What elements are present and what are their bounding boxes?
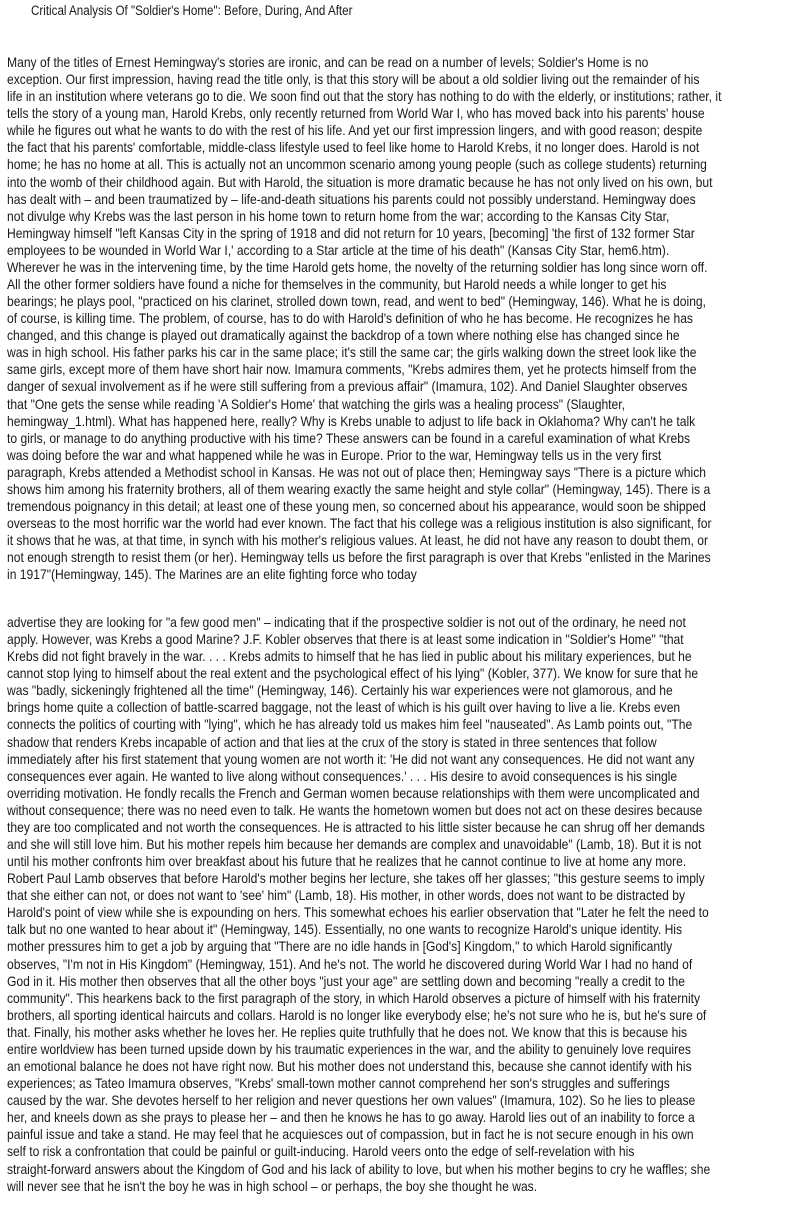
- text-line: advertise they are looking for "a few good men" – indicating that if the prospective soldier is not out of the ordinary, he need not: [7, 614, 686, 630]
- text-line: hemingway_1.html). What has happened here, really? Why is Krebs unable to adjust to life back in Oklahoma? Why can't he talk: [7, 412, 696, 429]
- text-line: Robert Paul Lamb observes that before Harold's mother begins her lecture, she takes off her glasses; "this gesture seems to imply: [7, 870, 705, 887]
- text-line: talk but no one wanted to hear about it" (Hemingway, 145). Essentially, no one wants to recognize Harold's unique identity. His: [7, 921, 683, 938]
- text-line: they are too complicated and not worth the consequences. He is attracted to his little sister because he can shrug off her demands: [7, 818, 705, 835]
- text-line: Wherever he was in the intervening time, by the time Harold gets home, the novelty of the returning soldier has long since worn off.: [7, 258, 708, 275]
- text-line: Many of the titles of Ernest Hemingway's stories are ironic, and can be read on a number of levels; Soldier's Home is no: [7, 54, 649, 70]
- text-line: overriding motivation. He fondly recalls the French and German women because relationships with them were uncomplicated and: [7, 784, 700, 801]
- text-line: experiences; as Tateo Imamura observes, "Krebs' small-town mother cannot comprehend her son's struggles and sufferings: [7, 1075, 670, 1092]
- text-line: apply. However, was Krebs a good Marine? J.F. Kobler observes that there is at least some indication in "Soldier's Home" "that: [7, 631, 684, 648]
- text-line: bearings; he plays pool, "practiced on his clarinet, strolled down town, read, and went to bed" (Hemingway, 146). What he is doing,: [7, 293, 707, 310]
- text-line: All the other former soldiers have found a niche for themselves in the community, but Harold needs a while longer to get his: [7, 276, 667, 293]
- text-line: cannot stop lying to himself about the real extent and the psychological effect of his lying" (Kobler, 377). We know for sure that he: [7, 665, 699, 682]
- text-line: consequences ever again. He wanted to live along without consequences.' . . . His desire to avoid consequences is his single: [7, 767, 678, 784]
- text-line: tells the story of a young man, Harold Krebs, only recently returned from World War I, who has moved back into his parents' house: [7, 105, 705, 122]
- text-line: and she will still love him. But his mother repels him because her demands are complex and unavoidable" (Lamb, 18). But it is not: [7, 836, 702, 853]
- text-line: brings home quite a collection of battle-scarred baggage, not the least of which is his guilt over having to live a lie. Krebs even: [7, 699, 681, 716]
- text-line: same girls, except more of them have short hair now. Imamura comments, "Krebs admires them, yet he protects himself from the: [7, 361, 697, 378]
- text-line: that "One gets the sense while reading 'A Soldier's Home' that watching the girls was a healing process" (Slaughter,: [7, 395, 626, 412]
- text-line: painful issue and take a stand. He may feel that he acquiesces out of compassion, but in fact he is not secure enough in his own: [7, 1126, 694, 1143]
- text-line: until his mother confronts him over breakfast about his future that he realizes that he cannot continue to live at home any more.: [7, 853, 687, 870]
- text-line: was in high school. His father parks his car in the same place; it's still the same car; the girls walking down the street look like the: [7, 344, 697, 361]
- text-line: self to risk a confrontation that could be painful or guilt-inducing. Harold veers onto the edge of self-revelation with his: [7, 1143, 635, 1160]
- text-line: God in it. His mother then observes that all the other boys "just your age" are settling down and becoming "really a credit to the: [7, 972, 685, 989]
- text-line: shadow that renders Krebs incapable of action and that lies at the crux of the story is stated in three sentences that follow: [7, 733, 657, 750]
- text-line: an emotional balance he does not have right now. But his mother does not understand this, because she cannot identify with his: [7, 1058, 692, 1075]
- text-line: the fact that his parents' comfortable, middle-class lifestyle used to feel like home to Harold Krebs, it no longer does. Harold is not: [7, 139, 700, 156]
- text-line: tremendous poignancy in this detail; at least one of these young men, so concerned about his appearance, would soon be shipped: [7, 498, 706, 515]
- text-line: Krebs did not fight bravely in the war. . . . Krebs admits to himself that he has lied in public about his military experiences, but he: [7, 648, 692, 665]
- text-line: mother pressures him to get a job by arguing that "There are no idle hands in [God's] Kingdom," to which Harold significantly: [7, 938, 673, 955]
- text-line: while he figures out what he wants to do with the rest of his life. And yet our first impression lingers, and with good reason; despite: [7, 122, 703, 139]
- text-line: Hemingway himself "left Kansas City in the spring of 1918 and did not return for 10 years, [becoming] 'the first of 132 former Star: [7, 224, 695, 241]
- text-line: that. Finally, his mother asks whether he loves her. He replies quite truthfully that he does not. We know that this is because his: [7, 1023, 688, 1040]
- text-line: not divulge why Krebs was the last person in his home town to return home from the war; according to the Kansas City Star,: [7, 207, 670, 224]
- text-line: immediately after his first statement that young women are not worth it: 'He did not want any consequences. He did not want any: [7, 750, 695, 767]
- paragraph-1: [7, 54, 797, 583]
- text-line: entire worldview has been turned upside down by his traumatic experiences in the war, and the ability to genuinely love requires: [7, 1040, 691, 1057]
- text-line: employees to be wounded in World War I,' according to a Star article at the time of his death" (Kansas City Star, hem6.htm).: [7, 241, 670, 258]
- text-line: was doing before the war and what happened while he was in Europe. Prior to the war, Hemingway tells us in the very first: [7, 446, 662, 463]
- text-line: it shows that he was, at that time, in synch with his mother's religious values. At least, he did not have any reason to doubt them, or: [7, 532, 709, 549]
- text-line: danger of sexual involvement as if he were still suffering from a previous affair" (Imamura, 102). And Daniel Slaughter observes: [7, 378, 688, 395]
- text-line: life in an institution where veterans go to die. We soon find out that the story has nothing to do with the elderly, or institutions; rather, it: [7, 88, 722, 105]
- text-line: to girls, or manage to do anything productive with his time? These answers can be found in a careful examination of what Krebs: [7, 429, 691, 446]
- text-line: home; he has no home at all. This is actually not an uncommon scenario among young people (such as college students) returning: [7, 156, 707, 173]
- text-line: caused by the war. She devotes herself to her religion and never questions her own values" (Imamura, 102). So he lies to please: [7, 1092, 696, 1109]
- paragraph-2: [7, 614, 797, 1195]
- text-line: into the womb of their childhood again. But with Harold, the situation is more dramatic because he has not only lived on his own, but: [7, 173, 713, 190]
- text-line: observes, "I'm not in His Kingdom" (Hemingway, 151). And he's not. The world he discovered during World War I had no hand of: [7, 955, 693, 972]
- text-line: has dealt with – and been traumatized by – life-and-death situations his parents could not possibly understand. Hemingway does: [7, 190, 696, 207]
- text-line: will never see that he isn't the boy he was in high school – or perhaps, the boy she thought he was.: [7, 1177, 538, 1194]
- text-line: shows him among his fraternity brothers, all of them wearing exactly the same height and style collar" (Hemingway, 145). There is a: [7, 480, 711, 497]
- text-line: exception. Our first impression, having read the title only, is that this story will be about a old soldier living out the remainder of his: [7, 71, 700, 88]
- text-line: paragraph, Krebs attended a Methodist school in Kansas. He was not out of place then; Hemingway says "There is a picture which: [7, 463, 706, 480]
- text-line: her, and kneels down as she prays to please her – and then he knows he has to go away. Harold lies out of an inability to force a: [7, 1109, 695, 1126]
- text-line: in 1917"(Hemingway, 145). The Marines are an elite fighting force who today: [7, 566, 417, 583]
- text-line: that she either can not, or does not want to 'see' him" (Lamb, 18). His mother, in other words, does not want to be distracted by: [7, 887, 686, 904]
- text-line: not enough strength to resist them (or her). Hemingway tells us before the first paragraph is over that Krebs "enlisted in the Marines: [7, 549, 711, 566]
- document-title: Critical Analysis Of "Soldier's Home": Before, During, And After: [31, 3, 353, 18]
- text-line: without consequence; there was no need even to talk. He wants the hometown women but does not act on these desires because: [7, 801, 703, 818]
- text-line: of course, is killing time. The problem, of course, has to do with Harold's definition of who he has become. He recognizes he has: [7, 310, 693, 327]
- text-line: changed, and this change is played out dramatically against the backdrop of a town where nothing else has changed since he: [7, 327, 680, 344]
- text-line: brothers, all sporting identical haircuts and collars. Harold is no longer like everybody else; he's not sure who he is, but he's sure of: [7, 1006, 707, 1023]
- text-line: Harold's point of view while she is expounding on hers. This somewhat echoes his earlier observation that "Later he felt the need to: [7, 904, 709, 921]
- text-line: community". This hearkens back to the first paragraph of the story, in which Harold observes a picture of himself with his fraternity: [7, 989, 701, 1006]
- text-line: straight-forward answers about the Kingdom of God and his lack of ability to love, but when his mother begins to cry he waffles; she: [7, 1160, 711, 1177]
- text-line: connects the politics of courting with "lying", which he has already told us makes him feel "nauseated". As Lamb points out, "The: [7, 716, 693, 733]
- text-line: overseas to the most horrific war the world had ever known. The fact that his college was a religious institution is also significant, for: [7, 515, 712, 532]
- text-line: was "badly, sickeningly frightened all the time" (Hemingway, 146). Certainly his war experiences were not glamorous, and he: [7, 682, 673, 699]
